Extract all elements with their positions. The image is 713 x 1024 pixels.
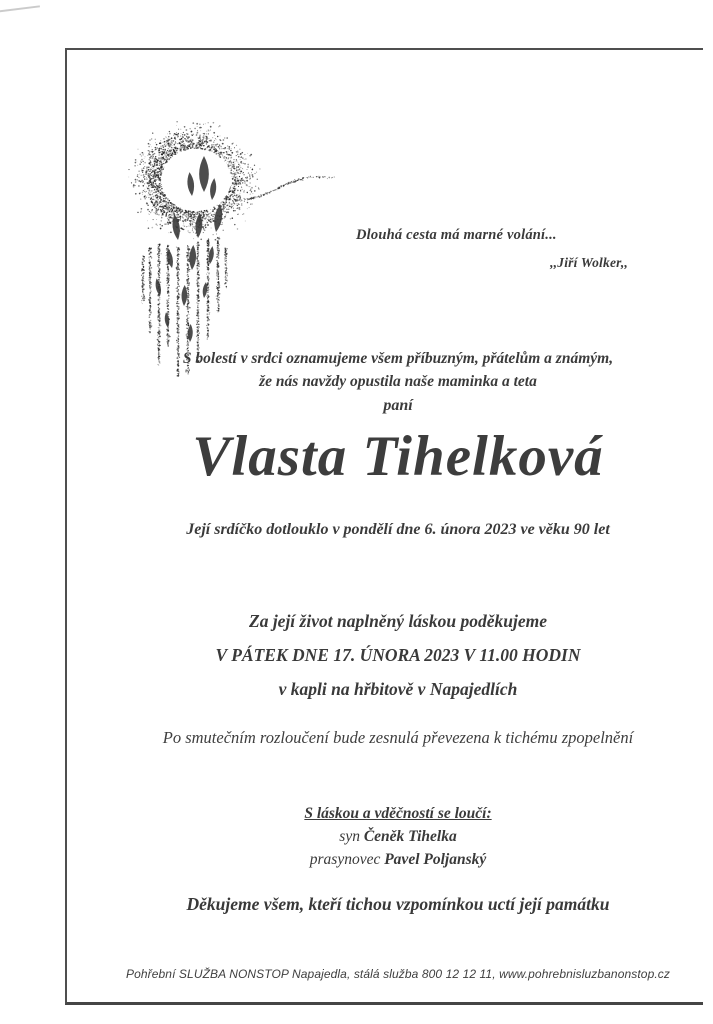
ceremony-block <box>78 604 713 706</box>
cremation-note: Po smutečním rozloučení bude zesnulá převezena k tichému zpopelnění <box>162 728 634 747</box>
announcement-line-3: paní <box>383 397 413 414</box>
announcement-line-2: že nás navždy opustila naše maminka a teta <box>259 373 537 390</box>
quote-text: Dlouhá cesta má marné volání... <box>356 227 557 243</box>
mourners-block <box>78 802 713 871</box>
death-info-line: Její srdíčko dotlouklo v pondělí dne 6. února 2023 ve věku 90 let <box>186 521 610 538</box>
mourner-relation-1: syn <box>339 828 360 845</box>
ceremony-line-1: Za její život naplněný láskou poděkujeme <box>249 611 547 631</box>
mourner-name-2: Pavel Poljanský <box>384 851 487 868</box>
mourner-line-1 <box>78 825 713 848</box>
ceremony-place-line: v kapli na hřbitově v Napajedlích <box>278 679 518 699</box>
thanks-line: Děkujeme všem, kteří tichou vzpomínkou uctí její památku <box>186 894 610 914</box>
deceased-name: Vlasta Tihelková <box>192 425 604 488</box>
mourner-relation-2: prasynovec <box>309 851 381 868</box>
quote-author: ,,Jiří Wolker,, <box>550 255 628 270</box>
mourner-name-1: Čeněk Tihelka <box>363 828 457 845</box>
ceremony-date-line: V PÁTEK DNE 17. ÚNORA 2023 V 11.00 HODIN <box>215 645 581 665</box>
funeral-service-footer: Pohřební SLUŽBA NONSTOP Napajedla, stálá služba 800 12 12 11, www.pohrebnisluzbanonstop.cz <box>126 967 670 981</box>
announcement-block <box>78 347 713 417</box>
mourner-line-2 <box>78 848 713 871</box>
quote-block <box>356 227 628 271</box>
scan-artifact <box>0 5 40 12</box>
mourners-heading: S láskou a vděčností se loučí: <box>304 805 492 822</box>
announcement-line-1: S bolestí v srdci oznamujeme všem příbuzným, přátelům a známým, <box>182 350 614 367</box>
